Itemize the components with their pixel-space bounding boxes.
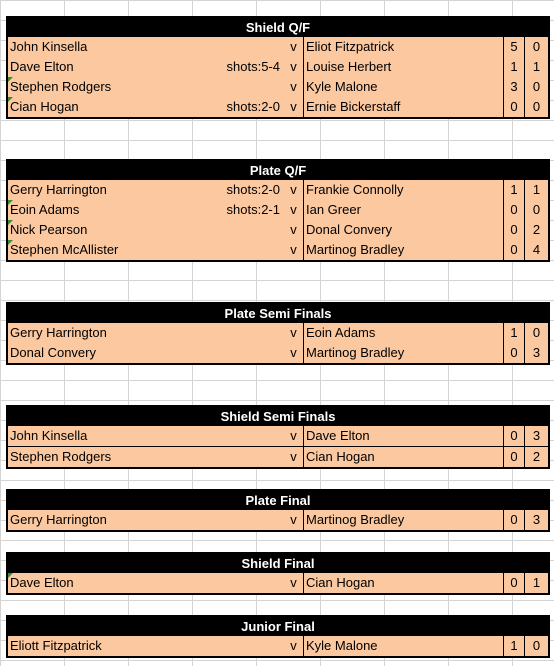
section-title[interactable]: Shield Final	[8, 554, 548, 573]
score-1-cell[interactable]: 1	[510, 59, 518, 74]
score-1-cell[interactable]: 0	[510, 575, 518, 590]
shots-note-cell[interactable]	[198, 510, 284, 530]
versus-cell[interactable]: v	[284, 77, 304, 97]
versus-cell[interactable]: v	[284, 636, 304, 656]
comment-indicator-icon	[8, 77, 13, 82]
player-2-cell[interactable]: Martinog Bradley	[304, 240, 504, 260]
comment-indicator-icon	[8, 220, 13, 225]
score-2-cell[interactable]: 4	[524, 240, 548, 260]
versus-cell[interactable]: v	[284, 57, 304, 77]
shots-note-cell[interactable]	[198, 77, 284, 97]
score-1-cell[interactable]: 0	[510, 99, 518, 114]
section-plate-qf	[6, 159, 550, 262]
versus-cell[interactable]: v	[284, 220, 304, 240]
score-2-cell[interactable]: 1	[524, 573, 548, 593]
player-2-cell[interactable]: Martinog Bradley	[304, 343, 504, 363]
comment-indicator-icon	[8, 573, 13, 578]
score-1-cell[interactable]: 5	[510, 39, 518, 54]
section-title[interactable]: Plate Q/F	[8, 161, 548, 180]
versus-cell[interactable]: v	[284, 343, 304, 363]
score-1-cell[interactable]: 0	[510, 222, 518, 237]
match-row	[8, 220, 548, 240]
section-plate-sf	[6, 302, 550, 365]
comment-indicator-icon	[8, 97, 13, 102]
versus-cell[interactable]: v	[284, 37, 304, 57]
versus-cell[interactable]: v	[284, 447, 304, 467]
player-1-cell[interactable]: Stephen Rodgers	[10, 79, 112, 94]
versus-cell[interactable]: v	[284, 97, 304, 117]
player-1-cell[interactable]: Stephen McAllister	[10, 242, 119, 257]
score-2-cell[interactable]: 3	[524, 343, 548, 363]
player-2-cell[interactable]: Louise Herbert	[304, 57, 504, 77]
score-2-cell[interactable]: 0	[524, 77, 548, 97]
match-row	[8, 57, 548, 77]
shots-note-cell[interactable]	[198, 220, 284, 240]
versus-cell[interactable]: v	[284, 426, 304, 446]
score-1-cell[interactable]: 0	[510, 428, 518, 443]
match-row	[8, 343, 548, 363]
match-row	[8, 240, 548, 260]
player-2-cell[interactable]: Dave Elton	[304, 426, 504, 446]
score-1-cell[interactable]: 3	[510, 79, 518, 94]
score-2-cell[interactable]: 0	[524, 636, 548, 656]
section-junior-final	[6, 615, 550, 658]
player-1-cell[interactable]: Nick Pearson	[10, 222, 88, 237]
player-1-cell[interactable]: Gerry Harrington	[10, 182, 107, 197]
player-2-cell[interactable]: Kyle Malone	[304, 77, 504, 97]
player-2-cell[interactable]: Cian Hogan	[304, 573, 504, 593]
shots-note-cell[interactable]	[198, 343, 284, 363]
player-2-cell[interactable]: Eoin Adams	[304, 323, 504, 343]
score-1-cell[interactable]: 0	[510, 345, 518, 360]
comment-indicator-icon	[8, 240, 13, 245]
section-shield-sf	[6, 405, 550, 469]
comment-indicator-icon	[8, 200, 13, 205]
player-1-cell[interactable]: Dave Elton	[10, 59, 74, 74]
match-row	[8, 77, 548, 97]
match-row	[8, 573, 548, 593]
player-1-cell[interactable]: Gerry Harrington	[10, 512, 107, 527]
section-title[interactable]: Plate Semi Finals	[8, 304, 548, 323]
shots-note-cell[interactable]	[198, 323, 284, 343]
player-1-cell[interactable]: Donal Convery	[10, 345, 96, 360]
score-2-cell[interactable]: 3	[524, 426, 548, 446]
shots-note-cell[interactable]	[198, 426, 284, 446]
score-1-cell[interactable]: 0	[510, 512, 518, 527]
score-2-cell[interactable]: 0	[524, 200, 548, 220]
match-row	[8, 426, 548, 446]
score-2-cell[interactable]: 0	[524, 323, 548, 343]
shots-note-cell[interactable]: shots:2-0	[226, 182, 280, 197]
player-2-cell[interactable]: Martinog Bradley	[304, 510, 504, 530]
shots-note-cell[interactable]	[198, 573, 284, 593]
match-row	[8, 97, 548, 117]
player-2-cell[interactable]: Kyle Malone	[304, 636, 504, 656]
versus-cell[interactable]: v	[284, 180, 304, 200]
match-row	[8, 200, 548, 220]
score-2-cell[interactable]: 0	[524, 97, 548, 117]
score-2-cell[interactable]: 0	[524, 37, 548, 57]
match-row	[8, 636, 548, 656]
score-2-cell[interactable]: 2	[524, 220, 548, 240]
versus-cell[interactable]: v	[284, 323, 304, 343]
player-1-cell[interactable]: Cian Hogan	[10, 99, 79, 114]
versus-cell[interactable]: v	[284, 510, 304, 530]
score-1-cell[interactable]: 0	[510, 202, 518, 217]
versus-cell[interactable]: v	[284, 200, 304, 220]
section-title[interactable]: Shield Semi Finals	[8, 407, 548, 426]
shots-note-cell[interactable]: shots:2-1	[226, 202, 280, 217]
player-2-cell[interactable]: Ernie Bickerstaff	[304, 97, 504, 117]
player-1-cell[interactable]: Eoin Adams	[10, 202, 80, 217]
score-1-cell[interactable]: 1	[510, 325, 518, 340]
player-1-cell[interactable]: John Kinsella	[10, 39, 88, 54]
shots-note-cell[interactable]	[198, 37, 284, 57]
score-2-cell[interactable]: 1	[524, 57, 548, 77]
player-2-cell[interactable]: Cian Hogan	[304, 447, 504, 467]
player-2-cell[interactable]: Ian Greer	[304, 200, 504, 220]
shots-note-cell[interactable]: shots:5-4	[226, 59, 280, 74]
match-row	[8, 37, 548, 57]
section-shield-final	[6, 552, 550, 595]
player-2-cell[interactable]: Eliot Fitzpatrick	[304, 37, 504, 57]
shots-note-cell[interactable]: shots:2-0	[226, 99, 280, 114]
versus-cell[interactable]: v	[284, 573, 304, 593]
player-1-cell[interactable]: Eliott Fitzpatrick	[10, 638, 102, 653]
score-1-cell[interactable]: 0	[510, 242, 518, 257]
player-1-cell[interactable]: John Kinsella	[10, 428, 88, 443]
shots-note-cell[interactable]	[198, 636, 284, 656]
match-row	[8, 510, 548, 530]
match-row	[8, 180, 548, 200]
section-title[interactable]: Plate Final	[8, 491, 548, 510]
score-1-cell[interactable]: 1	[510, 182, 518, 197]
score-2-cell[interactable]: 2	[524, 447, 548, 467]
section-shield-qf	[6, 16, 550, 119]
section-title[interactable]: Shield Q/F	[8, 18, 548, 37]
section-plate-final	[6, 489, 550, 532]
versus-cell[interactable]: v	[284, 240, 304, 260]
score-1-cell[interactable]: 1	[510, 638, 518, 653]
match-row	[8, 446, 548, 467]
player-1-cell[interactable]: Dave Elton	[10, 575, 74, 590]
score-2-cell[interactable]: 1	[524, 180, 548, 200]
player-1-cell[interactable]: Gerry Harrington	[10, 325, 107, 340]
section-title[interactable]: Junior Final	[8, 617, 548, 636]
player-1-cell[interactable]: Stephen Rodgers	[10, 449, 112, 464]
score-2-cell[interactable]: 3	[524, 510, 548, 530]
match-row	[8, 323, 548, 343]
shots-note-cell[interactable]	[198, 447, 284, 467]
score-1-cell[interactable]: 0	[510, 449, 518, 464]
shots-note-cell[interactable]	[198, 240, 284, 260]
player-2-cell[interactable]: Frankie Connolly	[304, 180, 504, 200]
player-2-cell[interactable]: Donal Convery	[304, 220, 504, 240]
